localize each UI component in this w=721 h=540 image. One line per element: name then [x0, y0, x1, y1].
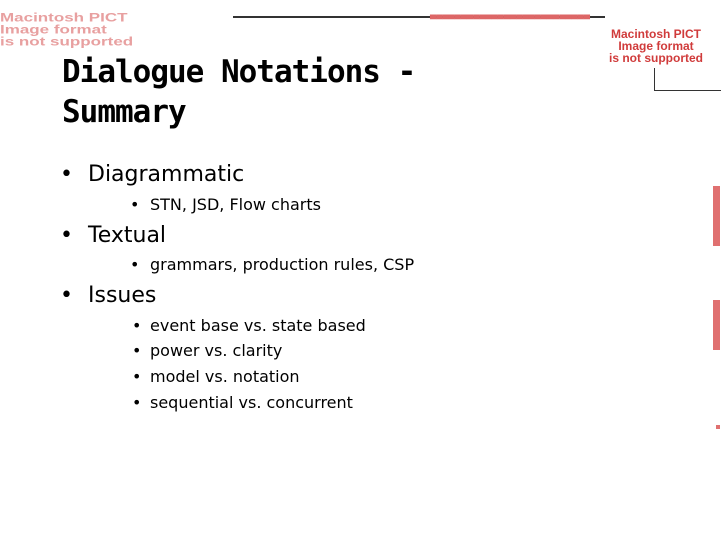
- sub-bullet-text: event base vs. state based: [150, 316, 366, 335]
- sub-bullet-text: STN, JSD, Flow charts: [150, 195, 321, 214]
- bullet-dot: •: [60, 283, 73, 308]
- placeholder-line: Macintosh PICT: [610, 27, 701, 41]
- bullet-issues: [60, 283, 156, 309]
- placeholder-line: Macintosh PICT: [0, 11, 128, 25]
- sub-bullet-text: sequential vs. concurrent: [150, 393, 353, 412]
- sub-bullet: [132, 316, 366, 336]
- edge-artifact: [716, 425, 720, 429]
- sub-bullet: [130, 255, 414, 275]
- sub-bullet: [132, 367, 300, 387]
- unsupported-image-placeholder-right: [592, 28, 720, 64]
- sub-bullet: [130, 195, 321, 215]
- edge-artifact: [713, 300, 720, 350]
- sub-bullet: [132, 393, 353, 413]
- unsupported-image-placeholder-top: [0, 11, 250, 49]
- bullet-diagrammatic: [60, 162, 244, 188]
- bullet-dot: •: [132, 341, 142, 360]
- sub-bullet: [132, 341, 282, 361]
- placeholder-line: Image format: [618, 39, 694, 53]
- bullet-dot: •: [132, 316, 142, 335]
- sub-bullet-text: power vs. clarity: [150, 341, 283, 360]
- bullet-dot: •: [60, 162, 73, 187]
- placeholder-smudge: ▀▀▀▀▀▀▀▀▀▀▀▀▀▀▀▀▀▀▀▀▀▀▀▀▀▀: [430, 15, 590, 24]
- bullet-label: Textual: [88, 223, 167, 248]
- bullet-dot: •: [130, 255, 140, 274]
- slide-title: [62, 52, 415, 132]
- edge-artifact: [713, 186, 720, 246]
- title-line: Summary: [62, 94, 186, 130]
- placeholder-line: is not supported: [0, 35, 134, 49]
- bullet-dot: •: [130, 195, 140, 214]
- sub-bullet-text: grammars, production rules, CSP: [150, 255, 415, 274]
- sub-bullet-text: model vs. notation: [150, 367, 300, 386]
- bullet-label: Issues: [88, 283, 157, 308]
- placeholder-line: is not supported: [609, 51, 703, 65]
- bullet-label: Diagrammatic: [88, 162, 245, 187]
- placeholder-frame: [654, 68, 721, 91]
- bullet-dot: •: [60, 223, 73, 248]
- bullet-dot: •: [132, 367, 142, 386]
- bullet-textual: [60, 223, 166, 249]
- bullet-dot: •: [132, 393, 142, 412]
- title-line: Dialogue Notations -: [62, 54, 416, 90]
- placeholder-line: Image format: [0, 23, 107, 37]
